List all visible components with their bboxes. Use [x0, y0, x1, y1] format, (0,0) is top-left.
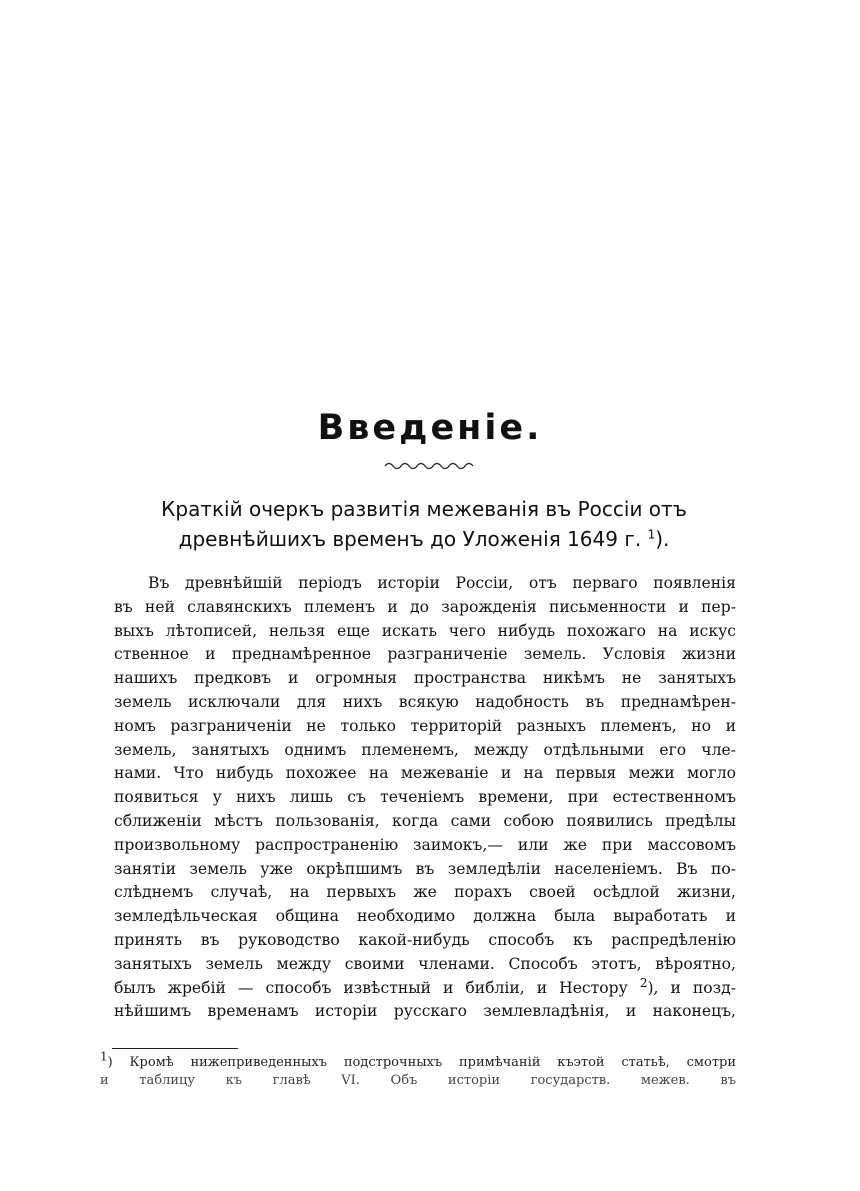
body-line-14: слѣднемъ случаѣ, на первыхъ же порахъ своей осѣдлой жизни,	[114, 883, 736, 902]
footnote-line-2: и таблицу къ главѣ VI. Объ исторіи государств. межев. въ	[100, 1073, 736, 1088]
body-line-8: земель, занятыхъ однимъ племенемъ, между отдѣльными его чле-	[114, 740, 736, 759]
body-line-3: выхъ лѣтописей, нельзя еще искать чего нибудь похожаго на искус	[114, 621, 736, 640]
body-line-13: занятіи земель уже окрѣпшимъ въ земледѣліи населеніемъ. Въ по-	[114, 859, 736, 878]
footnote-reference-2[interactable]: 2	[639, 975, 648, 990]
body-line-9: нами. Что нибудь похожее на межеваніе и на первыя межи могло	[114, 764, 736, 783]
title-ornament-divider	[383, 458, 477, 472]
body-line-18-text: былъ жребій — способъ извѣстный и библіи, и Нестору	[114, 978, 640, 997]
subtitle-closing: ).	[655, 527, 670, 551]
body-line-18-end: ), и позд-	[647, 978, 736, 997]
footnote-line-1-text: ) Кромѣ нижеприведенныхъ подстрочныхъ примѣчаній къэтой статьѣ, смотри	[107, 1055, 736, 1070]
subtitle-line-1: Краткій очеркъ развитія межеванія въ Россіи отъ	[161, 497, 687, 521]
subtitle-line-2	[100, 524, 748, 554]
footnote-marker-1: 1	[100, 1049, 108, 1064]
body-line-11: сближеніи мѣстъ пользованія, когда сами собою появились предѣлы	[114, 811, 736, 830]
chapter-title: Введеніе.	[317, 408, 543, 448]
footnote-separator	[112, 1048, 238, 1049]
body-paragraph	[114, 572, 736, 1024]
body-line-10: появиться у нихъ лишь съ теченіемъ времени, при естественномъ	[114, 788, 736, 807]
body-line-15: земледѣльческая община необходимо должна была выработать и	[114, 907, 736, 926]
body-line-19: нѣйшимъ временамъ исторіи русскаго землевладѣнія, и наконецъ,	[114, 1002, 736, 1021]
body-line-16: принять въ руководство какой-нибудь способъ къ распредѣленію	[114, 930, 736, 949]
footnote-1	[100, 1049, 736, 1092]
footnote-reference-1[interactable]: 1	[647, 527, 656, 542]
body-line-6: земель исключали для нихъ всякую надобность въ преднамѣрен-	[114, 692, 736, 711]
body-line-17: занятыхъ земель между своими членами. Способъ этотъ, вѣроятно,	[114, 954, 736, 973]
chapter-subtitle	[100, 494, 748, 554]
body-line-18	[114, 977, 736, 1001]
body-line-7: номъ разграниченіи не только территорій разныхъ племенъ, но и	[114, 716, 736, 735]
footnote-line-1	[100, 1049, 736, 1072]
subtitle-line-2-text: древнѣйшихъ временъ до Уложенія 1649 г.	[178, 527, 642, 551]
body-line-4: ственное и преднамѣренное разграниченіе земель. Условія жизни	[114, 645, 736, 664]
body-line-12: произвольному распространенію заимокъ,— или же при массовомъ	[114, 835, 736, 854]
body-line-2: въ ней славянскихъ племенъ и до зарожденія письменности и пер-	[114, 597, 736, 616]
body-line-1: Въ древнѣйшій періодъ исторіи Россіи, отъ перваго появленія	[148, 574, 736, 592]
body-line-5: нашихъ предковъ и огромныя пространства никѣмъ не занятыхъ	[114, 669, 736, 688]
